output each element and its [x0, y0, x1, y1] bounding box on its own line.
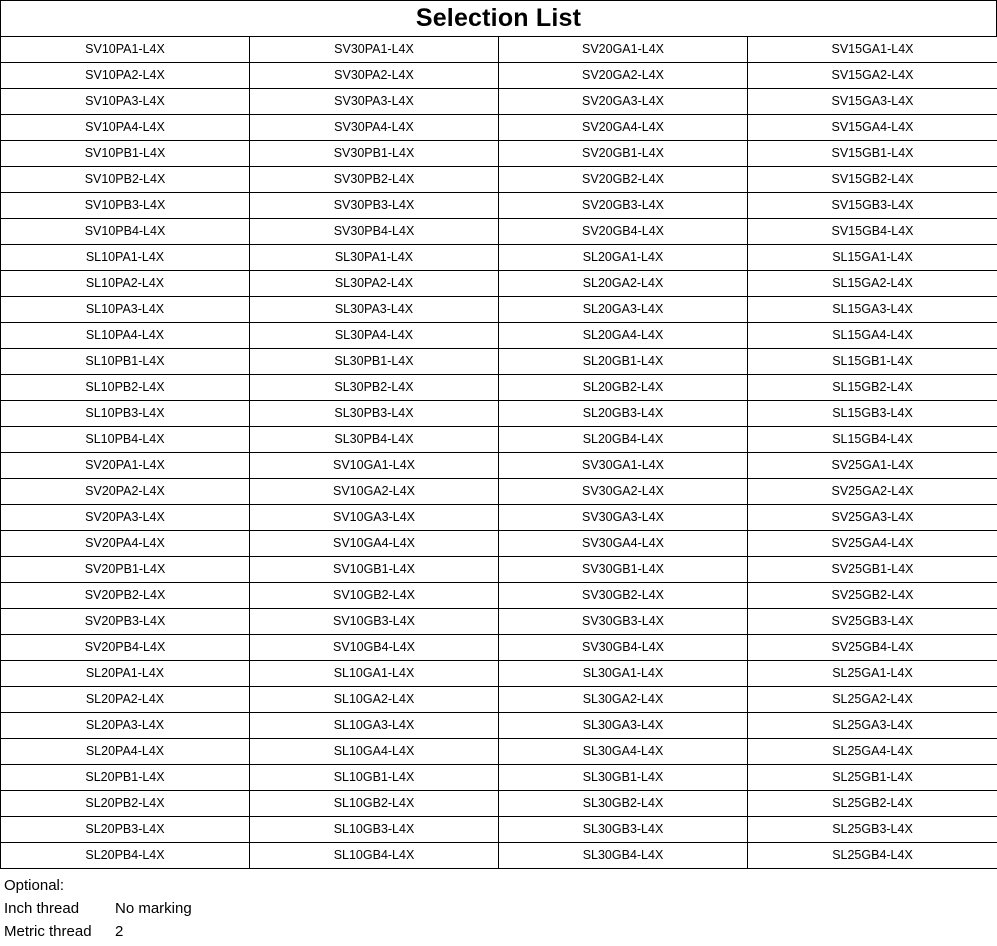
table-cell: SL10GA1-L4X: [250, 661, 499, 687]
table-cell: SL20PB3-L4X: [1, 817, 250, 843]
table-cell: SV25GA4-L4X: [748, 531, 997, 557]
table-cell: SL10PA3-L4X: [1, 297, 250, 323]
table-cell: SV15GA3-L4X: [748, 89, 997, 115]
table-row: [1, 167, 997, 193]
table-cell: SV15GA1-L4X: [748, 37, 997, 63]
table-cell: SV10GA1-L4X: [250, 453, 499, 479]
table-cell: SV20GB2-L4X: [499, 167, 748, 193]
table-cell: SV20PB2-L4X: [1, 583, 250, 609]
table-row: [1, 791, 997, 817]
table-cell: SV25GB1-L4X: [748, 557, 997, 583]
table-cell: SV20PB3-L4X: [1, 609, 250, 635]
table-cell: SL20GA3-L4X: [499, 297, 748, 323]
table-row: [1, 635, 997, 661]
table-cell: SL10GB3-L4X: [250, 817, 499, 843]
table-cell: SL15GB3-L4X: [748, 401, 997, 427]
table-row: [1, 687, 997, 713]
table-cell: SV20PA2-L4X: [1, 479, 250, 505]
table-cell: SV20GA3-L4X: [499, 89, 748, 115]
table-cell: SL25GA3-L4X: [748, 713, 997, 739]
table-cell: SV10GB4-L4X: [250, 635, 499, 661]
table-cell: SL20PB4-L4X: [1, 843, 250, 869]
table-cell: SL15GA1-L4X: [748, 245, 997, 271]
table-cell: SV15GB2-L4X: [748, 167, 997, 193]
table-cell: SL25GA4-L4X: [748, 739, 997, 765]
table-row: [1, 89, 997, 115]
table-cell: SL10GB2-L4X: [250, 791, 499, 817]
table-cell: SL20GB2-L4X: [499, 375, 748, 401]
table-cell: SV25GA3-L4X: [748, 505, 997, 531]
table-row: [1, 375, 997, 401]
table-row: [1, 739, 997, 765]
table-cell: SL30GB2-L4X: [499, 791, 748, 817]
table-cell: SL20GB4-L4X: [499, 427, 748, 453]
table-cell: SL30GA1-L4X: [499, 661, 748, 687]
table-cell: SV10PA3-L4X: [1, 89, 250, 115]
table-cell: SV30PA3-L4X: [250, 89, 499, 115]
table-cell: SL10PB2-L4X: [1, 375, 250, 401]
table-row: [1, 817, 997, 843]
table-cell: SL25GB4-L4X: [748, 843, 997, 869]
table-cell: SV30PA2-L4X: [250, 63, 499, 89]
table-cell: SV15GA2-L4X: [748, 63, 997, 89]
table-cell: SL30GB1-L4X: [499, 765, 748, 791]
table-cell: SV30PB3-L4X: [250, 193, 499, 219]
table-cell: SL25GB2-L4X: [748, 791, 997, 817]
table-row: [1, 479, 997, 505]
table-row: [1, 713, 997, 739]
table-cell: SV15GB1-L4X: [748, 141, 997, 167]
table-row: [1, 193, 997, 219]
table-row: [1, 141, 997, 167]
table-cell: SV20PA4-L4X: [1, 531, 250, 557]
table-cell: SV10PA1-L4X: [1, 37, 250, 63]
note-key: Inch thread: [4, 900, 80, 917]
table-cell: SL25GA1-L4X: [748, 661, 997, 687]
table-row: [1, 323, 997, 349]
table-cell: SV30PB2-L4X: [250, 167, 499, 193]
table-cell: SV20GA1-L4X: [499, 37, 748, 63]
table-row: [1, 557, 997, 583]
table-cell: SV25GA2-L4X: [748, 479, 997, 505]
table-cell: SL15GB2-L4X: [748, 375, 997, 401]
selection-table-body: [1, 37, 997, 869]
table-cell: SV25GA1-L4X: [748, 453, 997, 479]
table-cell: SL10PB3-L4X: [1, 401, 250, 427]
table-cell: SV25GB4-L4X: [748, 635, 997, 661]
table-cell: SL20PA2-L4X: [1, 687, 250, 713]
table-row: [1, 583, 997, 609]
table-cell: SL10PA4-L4X: [1, 323, 250, 349]
table-cell: SL15GA2-L4X: [748, 271, 997, 297]
table-cell: SV20PB1-L4X: [1, 557, 250, 583]
table-cell: SV10GA4-L4X: [250, 531, 499, 557]
table-cell: SL20GA1-L4X: [499, 245, 748, 271]
table-cell: SL15GB1-L4X: [748, 349, 997, 375]
table-cell: SV10GA3-L4X: [250, 505, 499, 531]
table-cell: SV30PB1-L4X: [250, 141, 499, 167]
table-cell: SV10GB2-L4X: [250, 583, 499, 609]
table-cell: SL10PB1-L4X: [1, 349, 250, 375]
table-cell: SV10PB3-L4X: [1, 193, 250, 219]
table-cell: SV20GA4-L4X: [499, 115, 748, 141]
table-cell: SL10GB1-L4X: [250, 765, 499, 791]
table-cell: SL30PA1-L4X: [250, 245, 499, 271]
table-cell: SV20PB4-L4X: [1, 635, 250, 661]
table-cell: SV20GB4-L4X: [499, 219, 748, 245]
table-cell: SL25GB1-L4X: [748, 765, 997, 791]
table-cell: SL30PB2-L4X: [250, 375, 499, 401]
table-row: [1, 349, 997, 375]
note-value: 2: [115, 923, 124, 940]
table-cell: SV10GB1-L4X: [250, 557, 499, 583]
table-row: [1, 609, 997, 635]
table-cell: SL30PA2-L4X: [250, 271, 499, 297]
table-cell: SV15GB3-L4X: [748, 193, 997, 219]
table-cell: SV20GA2-L4X: [499, 63, 748, 89]
table-cell: SV30GB2-L4X: [499, 583, 748, 609]
table-cell: SV20GB1-L4X: [499, 141, 748, 167]
table-row: [1, 115, 997, 141]
table-cell: SL15GA4-L4X: [748, 323, 997, 349]
table-cell: SL10GA4-L4X: [250, 739, 499, 765]
note-value: No marking: [115, 900, 192, 917]
table-row: [1, 401, 997, 427]
table-cell: SL20GB1-L4X: [499, 349, 748, 375]
table-cell: SL30GA3-L4X: [499, 713, 748, 739]
table-cell: SV30GB4-L4X: [499, 635, 748, 661]
table-cell: SL20PA1-L4X: [1, 661, 250, 687]
table-cell: SL30GA4-L4X: [499, 739, 748, 765]
table-row: [1, 843, 997, 869]
table-cell: SV20PA3-L4X: [1, 505, 250, 531]
table-cell: SL10GA2-L4X: [250, 687, 499, 713]
table-row: [1, 531, 997, 557]
table-cell: SV10PA2-L4X: [1, 63, 250, 89]
notes-heading: Optional:: [4, 877, 65, 894]
table-row: [1, 219, 997, 245]
table-cell: SL10PA1-L4X: [1, 245, 250, 271]
table-cell: SV10PB2-L4X: [1, 167, 250, 193]
table-cell: SL25GB3-L4X: [748, 817, 997, 843]
table-cell: SL20PA3-L4X: [1, 713, 250, 739]
selection-table: [0, 36, 997, 869]
table-cell: SL30GB4-L4X: [499, 843, 748, 869]
table-row: [1, 245, 997, 271]
table-row: [1, 297, 997, 323]
note-inch-thread: [4, 897, 192, 920]
table-row: [1, 453, 997, 479]
table-cell: SL20PB1-L4X: [1, 765, 250, 791]
note-metric-thread: [4, 920, 192, 943]
table-cell: SV30PA1-L4X: [250, 37, 499, 63]
page-title: Selection List: [0, 0, 997, 36]
table-row: [1, 505, 997, 531]
table-row: [1, 63, 997, 89]
table-row: [1, 37, 997, 63]
table-cell: SL20PA4-L4X: [1, 739, 250, 765]
notes-section: [4, 874, 192, 943]
table-cell: SV30GA3-L4X: [499, 505, 748, 531]
table-cell: SV15GA4-L4X: [748, 115, 997, 141]
table-cell: SV20PA1-L4X: [1, 453, 250, 479]
table-cell: SL30PA4-L4X: [250, 323, 499, 349]
table-cell: SL15GA3-L4X: [748, 297, 997, 323]
table-cell: SV10GA2-L4X: [250, 479, 499, 505]
table-cell: SL30PB1-L4X: [250, 349, 499, 375]
table-cell: SL25GA2-L4X: [748, 687, 997, 713]
table-cell: SL30GB3-L4X: [499, 817, 748, 843]
table-cell: SL20GA2-L4X: [499, 271, 748, 297]
table-cell: SL10PA2-L4X: [1, 271, 250, 297]
table-cell: SV20GB3-L4X: [499, 193, 748, 219]
table-cell: SL10GB4-L4X: [250, 843, 499, 869]
table-cell: SL30GA2-L4X: [499, 687, 748, 713]
table-cell: SL10PB4-L4X: [1, 427, 250, 453]
table-cell: SV10GB3-L4X: [250, 609, 499, 635]
table-cell: SL30PA3-L4X: [250, 297, 499, 323]
table-cell: SV30GB1-L4X: [499, 557, 748, 583]
table-row: [1, 661, 997, 687]
table-cell: SV30GA1-L4X: [499, 453, 748, 479]
table-cell: SL20GB3-L4X: [499, 401, 748, 427]
table-cell: SV25GB2-L4X: [748, 583, 997, 609]
table-row: [1, 427, 997, 453]
table-row: [1, 271, 997, 297]
table-cell: SV30PB4-L4X: [250, 219, 499, 245]
table-cell: SL15GB4-L4X: [748, 427, 997, 453]
table-cell: SL30PB3-L4X: [250, 401, 499, 427]
table-cell: SV25GB3-L4X: [748, 609, 997, 635]
table-cell: SL20PB2-L4X: [1, 791, 250, 817]
table-cell: SV10PB4-L4X: [1, 219, 250, 245]
note-key: Metric thread: [4, 923, 92, 940]
table-cell: SV30PA4-L4X: [250, 115, 499, 141]
table-cell: SV10PB1-L4X: [1, 141, 250, 167]
table-cell: SV10PA4-L4X: [1, 115, 250, 141]
table-cell: SL20GA4-L4X: [499, 323, 748, 349]
table-cell: SV30GA2-L4X: [499, 479, 748, 505]
table-cell: SV30GB3-L4X: [499, 609, 748, 635]
table-cell: SV30GA4-L4X: [499, 531, 748, 557]
table-cell: SL10GA3-L4X: [250, 713, 499, 739]
table-row: [1, 765, 997, 791]
table-cell: SL30PB4-L4X: [250, 427, 499, 453]
table-cell: SV15GB4-L4X: [748, 219, 997, 245]
